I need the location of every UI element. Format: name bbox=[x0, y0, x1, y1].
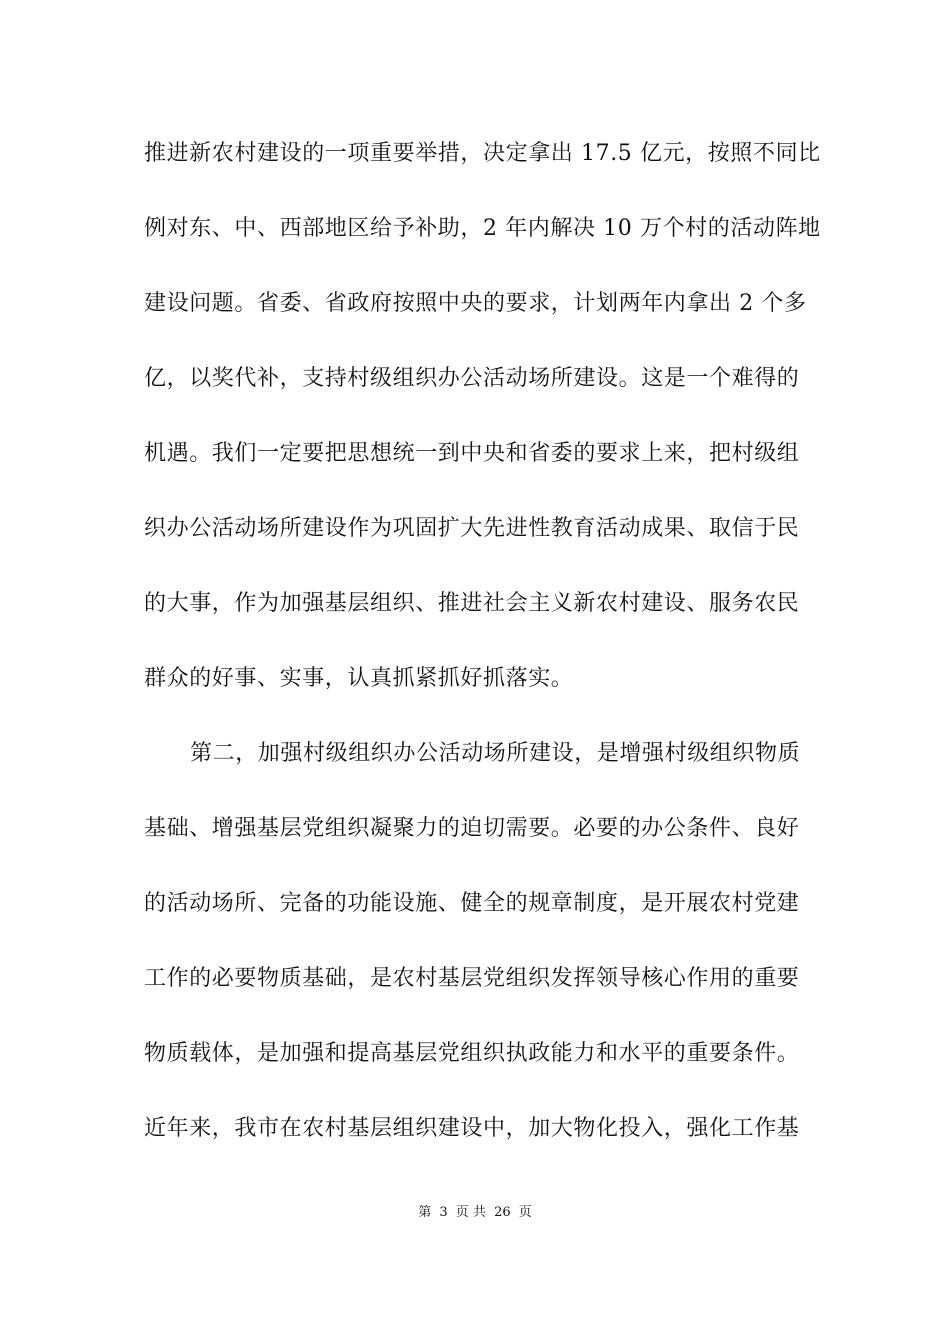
text-line: 近年来，我市在农村基层组织建设中，加大物化投入，强化工作基 bbox=[144, 1116, 800, 1141]
text-line: 物质载体，是加强和提高基层党组织执政能力和水平的重要条件。 bbox=[144, 1041, 800, 1066]
paragraph-first-line: 第二，加强村级组织办公活动场所建设，是增强村级组织物质 bbox=[190, 741, 801, 766]
text-line: 工作的必要物质基础，是农村基层党组织发挥领导核心作用的重要 bbox=[144, 966, 800, 991]
text-line: 建设问题。省委、省政府按照中央的要求，计划两年内拿出 2 个多 bbox=[144, 291, 807, 316]
footer-mid: 页 共 bbox=[455, 1205, 486, 1220]
total-page-count: 26 bbox=[494, 1205, 511, 1220]
text-line: 群众的好事、实事，认真抓紧抓好抓落实。 bbox=[144, 666, 574, 691]
current-page-number: 3 bbox=[439, 1205, 448, 1220]
footer-suffix: 页 bbox=[518, 1205, 532, 1220]
text-line: 的活动场所、完备的功能设施、健全的规章制度，是开展农村党建 bbox=[144, 891, 800, 916]
text-line: 亿，以奖代补，支持村级组织办公活动场所建设。这是一个难得的 bbox=[144, 366, 800, 391]
page-number-footer bbox=[0, 1203, 950, 1223]
footer-prefix: 第 bbox=[418, 1205, 432, 1220]
text-line: 的大事，作为加强基层组织、推进社会主义新农村建设、服务农民 bbox=[144, 591, 800, 616]
text-line: 机遇。我们一定要把思想统一到中央和省委的要求上来，把村级组 bbox=[144, 441, 800, 466]
text-line: 基础、增强基层党组织凝聚力的迫切需要。必要的办公条件、良好 bbox=[144, 816, 800, 841]
text-line: 例对东、中、西部地区给予补助，2 年内解决 10 万个村的活动阵地 bbox=[144, 216, 821, 241]
text-line: 推进新农村建设的一项重要举措，决定拿出 17.5 亿元，按照不同比 bbox=[144, 141, 821, 166]
text-line: 织办公活动场所建设作为巩固扩大先进性教育活动成果、取信于民 bbox=[144, 516, 800, 541]
